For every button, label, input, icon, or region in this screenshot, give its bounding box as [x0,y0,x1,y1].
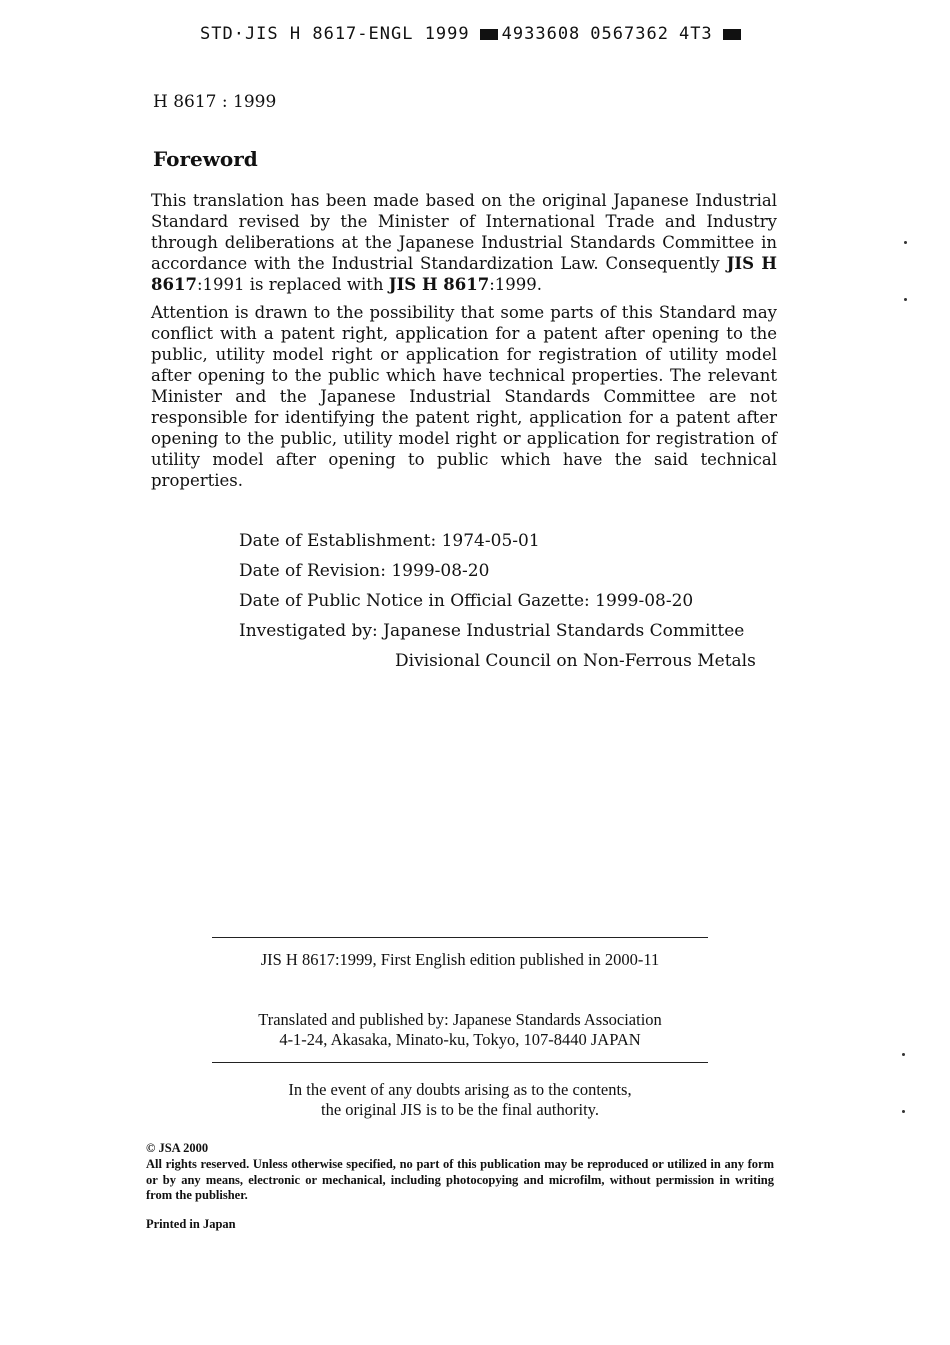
scan-speck [902,1110,905,1113]
standard-number: H 8617 : 1999 [153,92,277,112]
old-standard-year: :1991 is replaced with [196,275,389,294]
barcode-block-icon [723,29,741,40]
translated-by: Translated and published by: Japanese Standards Association [258,1010,662,1029]
barcode-number-2: 0567362 [590,24,669,44]
investigated-by-council: Divisional Council on Non-Ferrous Metals [395,651,756,671]
printed-in: Printed in Japan [146,1217,236,1231]
foreword-heading: Foreword [153,147,258,171]
divider-top [212,937,708,938]
date-of-revision: Date of Revision: 1999-08-20 [239,561,490,581]
divider-bottom [212,1062,708,1063]
foreword-paragraph-2: Attention is drawn to the possibility that some parts of this Standard may conflict with a patent right, application for a patent after opening to the public, utility model right or application for registration of utility model after opening to the public which have technical properties. The relevant Minister and the Japanese Industrial Standards Committee are not responsible for identifying the patent right, application for a patent after opening to the public, utility model right or application for registration of utility model after opening to public which have the said technical properties. [151,303,777,490]
barcode-number-3: 4T3 [678,24,713,44]
scan-speck [902,1053,905,1056]
barcode-block-icon [480,29,498,40]
para1-text: This translation has been made based on the original Japanese Industrial Standard revised by the Minister of International Trade and Industry through deliberations at the Japanese Industrial Standards Committee in accordance with the Industrial Standardization Law. Consequently [151,191,777,273]
copyright-notice: © JSA 2000 [146,1141,209,1155]
old-standard-ref: JIS H 8617 [151,254,777,294]
new-standard-ref: JIS H 8617 [388,275,490,294]
barcode-number-1: 4933608 [501,24,581,44]
doc-code: STD·JIS H 8617-ENGL 1999 [200,24,470,44]
investigated-by: Investigated by: Japanese Industrial Standards Committee [239,621,745,641]
date-of-establishment: Date of Establishment: 1974-05-01 [239,531,540,551]
date-of-public-notice: Date of Public Notice in Official Gazette: 1999-08-20 [239,591,694,611]
edition-line: JIS H 8617:1999, First English edition published in 2000-11 [260,950,660,969]
foreword-paragraph-1 [151,190,777,295]
document-code-header [200,22,780,46]
scan-speck [904,241,907,244]
rights-notice: All rights reserved. Unless otherwise specified, no part of this publication may be reproduced or utilized in any form or by any means, electronic or mechanical, including photocopying and microfilm, without permission in writing from the publisher. [146,1157,774,1202]
new-standard-year: :1999. [489,275,543,294]
authority-note-line-1: In the event of any doubts arising as to the contents, [288,1080,632,1099]
publisher-address: 4-1-24, Akasaka, Minato-ku, Tokyo, 107-8440 JAPAN [279,1030,641,1049]
scan-speck [904,298,907,301]
authority-note-line-2: the original JIS is to be the final authority. [320,1100,599,1119]
